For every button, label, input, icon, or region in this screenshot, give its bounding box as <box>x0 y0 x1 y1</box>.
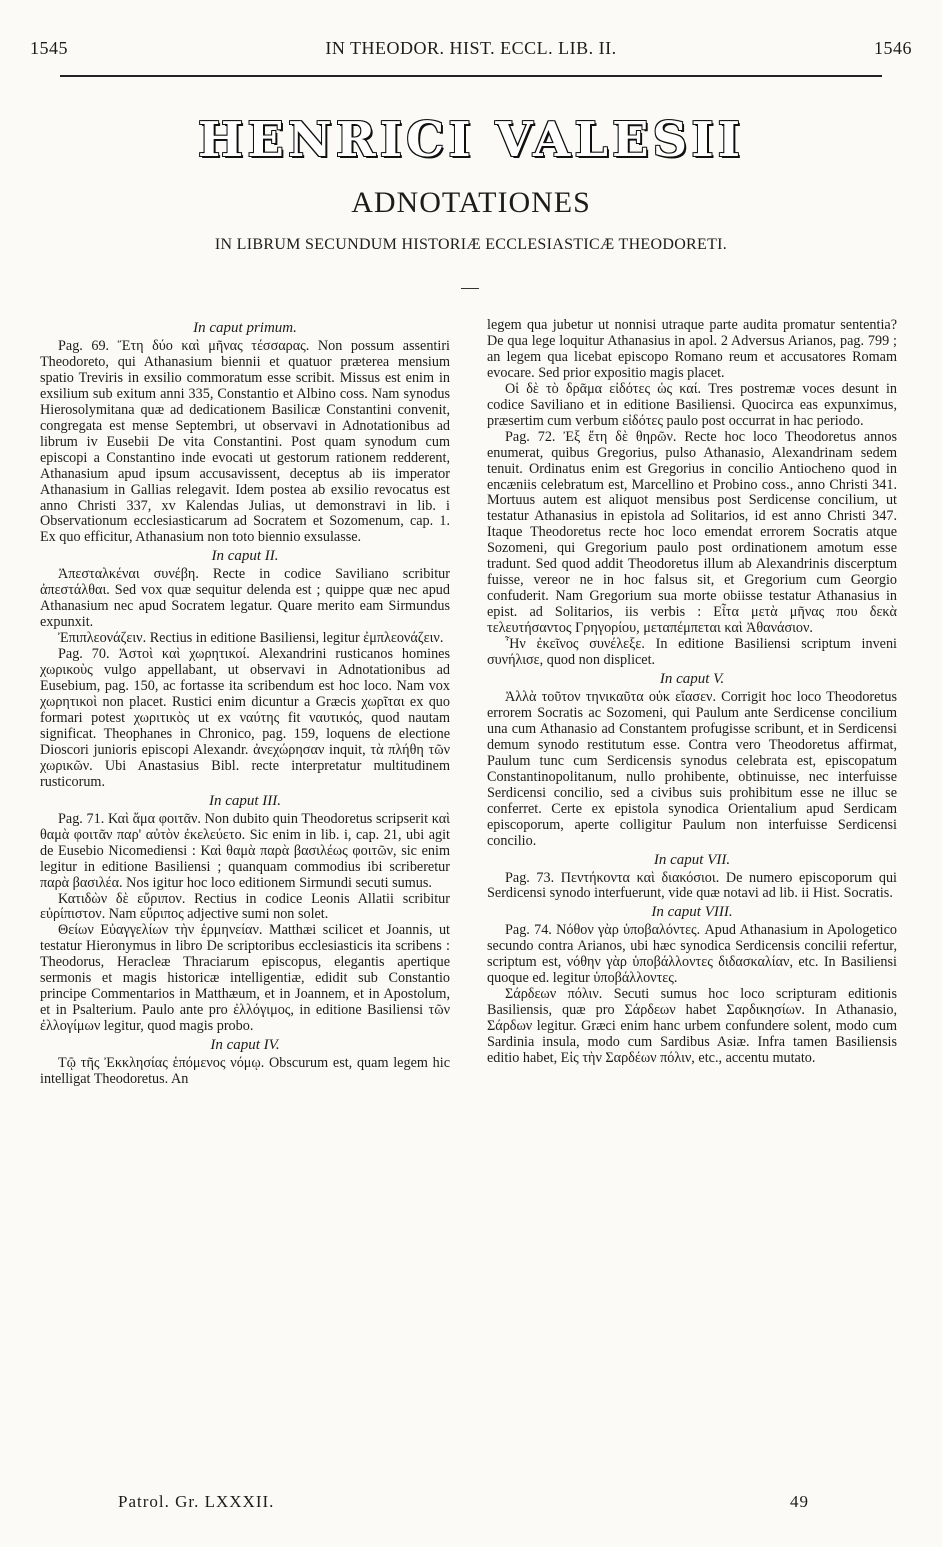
footer-signature: 49 <box>790 1492 809 1511</box>
section-heading: In caput V. <box>659 670 725 687</box>
annotation-paragraph: Pag. 74. Νόθον γὰρ ὑποβαλόντες. Apud Athanasium in Apologetico secundo contra Arianos, ubi hæc synodica Serdicensis concilii refertur, scriptum est, νόθην γὰρ ὑποβάλλοντες διδασκαλίαν, etc. In Basiliensi quoque ed. legitur ὑποβάλλοντες. <box>487 922 897 987</box>
section-heading: In caput IV. <box>210 1037 280 1054</box>
annotation-paragraph: Pag. 71. Καὶ ἅμα φοιτᾶν. Non dubito quin Theodoretus scripserit καὶ θαμὰ φοιτᾶν παρ' αὐτὸν ἐκελεύετο. Sic enim in lib. i, cap. 21, ubi agit de Eusebio Nicomediensi : Καὶ θαμὰ παρὰ βασιλέως φοιτῶν, sic enim legitur in editione Basiliensi ; quanquam commodius ibi scriberetur παρὰ βασιλέα. Nos igitur hoc loco editionem Sirmundi secuti sumus. <box>40 810 450 891</box>
annotation-paragraph: Ἀλλὰ τοῦτον τηνικαῦτα οὐκ εἴασεν. Corrigit hoc loco Theodoretus errorem Socratis ac Sozomeni, qui Paulum ante Serdicense concilium una cum Athanasio ad Constantem profugisse scribunt, et in Serdicensi demum synodo restitutum esse. Contra vero Theodoretus affirmat, Paulum tunc cum Serdicensis synodus celebrata est, episcopatum Constantinopolitanum, nullo prohibente, obtinuisse, nec interfuisse Serdicensi concilio, sed a civibus suis prohibitum esse ne illuc se conferret. Certe ex epistola synodica Orientalium apud Serdicam episcoporum, aperte colligitur Paulum non interfuisse Serdicensi concilio. <box>487 688 897 849</box>
right-column <box>487 318 897 1067</box>
annotation-paragraph: legem qua jubetur ut nonnisi utraque parte audita promatur sententia? De qua lege loquitur Athanasius in apol. 2 Adversus Arianos, pag. 799 ; an legem qua licebat episcopo Romano reum et accusatores Romam evocare. Sed prior expositio magis placet. <box>487 317 897 381</box>
annotation-paragraph: Οἱ δὲ τὸ δρᾶμα εἰδότες ὡς καί. Tres postremæ voces desunt in codice Saviliano et in editione Basiliensi. Quocirca eas expunximus, præsertim cum verbum εἰδότες paulo post occurrat in hac periodo. <box>487 380 897 429</box>
section-heading: In caput primum. <box>193 320 297 336</box>
running-header <box>30 38 912 60</box>
left-column <box>40 318 450 1088</box>
section-heading: In caput III. <box>208 792 282 809</box>
annotation-paragraph: Ἦν ἐκεῖνος συνέλεξε. In editione Basiliensi scriptum inveni συνήλισε, quod non displicet. <box>487 636 897 669</box>
annotation-paragraph: Ἐπιπλεονάζειν. Rectius in editione Basiliensi, legitur ἐμπλεονάζειν. <box>58 630 444 647</box>
page-number-left: 1545 <box>30 38 68 58</box>
header-rule <box>60 75 882 77</box>
title-divider <box>461 288 479 289</box>
annotation-paragraph: Pag. 70. Ἀστοὶ καὶ χωρητικοί. Alexandrini rusticanos homines χωρικοὺς vulgo appellabant, ut observavi in Adnotationibus ad Eusebium, pag. 150, ac fortasse ita scribendum est hoc loco. Nam vox χωρητικοὶ non placet. Rustici enim dicuntur a Græcis χωρῖται ex quo formari potest χωριτικὸς ut ex ναύτης fit ναυτικός, quod nautam significat. Theophanes in Chronico, pag. 159, loquens de electione Dioscori junioris episcopi Alexandr. ἀνεχώρησαν inquit, τὰ πλήθη τῶν χωρικῶν. Ubi Anastasius Bibl. recte interpretatur multitudinem rusticorum. <box>40 646 450 790</box>
footer-series: Patrol. Gr. LXXXII. <box>118 1492 275 1511</box>
work-title: ADNOTATIONES <box>351 186 591 219</box>
annotation-paragraph: Pag. 69. Ἔτη δύο καὶ μῆνας τέσσαρας. Non possum assentiri Theodoreto, qui Athanasium biennii et quatuor præterea mensium spatio Treviris in exsilio commoratum esse scribit. Missus est enim in exsilium sub exitum anni 335, Constantio et Albino coss. Nam synodus Hierosolymitana quæ ad dedicationem Basilicæ Constantini convenit, congregata est mense Septembri, ut observavi in Adnotationibus ad librum iv Eusebii De vita Constantini. Post quam synodum cum episcopi a Constantino inde evocati ut gestorum rationem redderent, Athanasium apud ipsum accusavissent, deceptus ab iis imperator Athanasium in Gallias relegavit. Idem postea ab exsilio revocatus est anno Christi 337, xv Kalendas Julias, ut demonstravi in lib. i Observationum ecclesiasticarum ad Socratem et Sozomenum, cap. 1. Ex quo efficitur, Athanasium non toto biennio exsulasse. <box>40 338 450 546</box>
annotation-paragraph: Pag. 73. Πεντήκοντα καὶ διακόσιοι. De numero episcoporum qui Serdicensi synodo interfuerunt, vide quæ notavi ad lib. ii Hist. Socratis. <box>487 869 897 902</box>
author-title: HENRICI VALESII <box>197 112 745 168</box>
subject-line: IN LIBRUM SECUNDUM HISTORIÆ ECCLESIASTICÆ THEODORETI. <box>214 236 728 253</box>
annotation-paragraph: Θείων Εὐαγγελίων τὴν ἑρμηνείαν. Matthæi scilicet et Joannis, ut testatur Hieronymus in libro De scriptoribus ecclesiasticis ita scribens : Theodorus, Heracleæ Thraciarum episcopus, elegantis apertique sermonis et magis historicæ intelligentiæ, edidit sub Constantio principe Commentarios in Matthæum, et in Joannem, et in Apostolum, et in Psalterium. Paulo ante pro ἐλλόγιμος, in editione Basiliensi τῶν ἐλλογίμων legitur, quod magis probo. <box>40 922 450 1035</box>
section-heading: In caput VIII. <box>651 904 733 921</box>
running-title: IN THEODOR. HIST. ECCL. LIB. II. <box>325 38 617 58</box>
annotation-paragraph: Τῷ τῆς Ἐκκλησίας ἑπόμενος νόμῳ. Obscurum est, quam legem hic intelligat Theodoretus. An <box>40 1055 450 1088</box>
page-number-right: 1546 <box>874 38 912 58</box>
annotation-paragraph: Pag. 72. Ἐξ ἔτη δὲ θηρῶν. Recte hoc loco Theodoretus annos enumerat, quibus Gregorius, pulso Athanasio, Alexandrinam sedem tenuit. Ordinatus enim est Gregorius in concilio Antiocheno quod in encæniis celebratum est, Marcellino et Probino coss., anno Christi 341. Mortuus autem est aliquot mensibus post Serdicense concilium, ut testatur Athanasius in epistola ad Solitarios, id est anno Christi 347. Itaque Theodoretus recte hoc loco emendat errorem Socratis atque Sozomeni, qui Gregorium paulo post ordinationem amotum esse tradunt. Sed quod addit Theodoretus illum ab Alexandrinis discerptum fuisse, vereor ne in hoc falsus sit, et Gregorium cum Georgio confuderit. Nam Gregorium sua morte obiisse testatur Athanasius in epist. ad Solitarios, iis verbis : Εἶτα μετὰ μῆνας που δεκὰ τελευτήσαντος Γρηγορίου, μεταπέμπεται καὶ Ἀθανάσιον. <box>487 428 897 637</box>
annotation-paragraph: Σάρδεων πόλιν. Secuti sumus hoc loco scripturam editionis Basiliensis, quæ pro Σάρδεων habet Σαρδικησίων. In Athanasio, Σάρδων legitur. Græci enim hanc urbem confundere solent, modo cum Sardinia insula, modo cum Sardibus Asiæ. Infra tamen Basiliensis editio habet, Εἰς τὴν Σαρδέων πόλιν, etc., accentu mutato. <box>487 986 897 1067</box>
annotation-paragraph: Ἀπεσταλκέναι συνέβη. Recte in codice Saviliano scribitur ἀπεστάλθαι. Sed vox quæ sequitur delenda est ; quippe quæ nec apud Athanasium nec apud Socratem legatur. Quare merito eam Sirmundus expunxit. <box>40 566 450 631</box>
annotation-paragraph: Κατιδὼν δὲ εὔριπον. Rectius in codice Leonis Allatii scribitur εὐρίπιστον. Nam εὔριπος adjective sumi non solet. <box>40 890 450 923</box>
section-heading: In caput VII. <box>653 851 731 868</box>
section-heading: In caput II. <box>211 548 279 565</box>
